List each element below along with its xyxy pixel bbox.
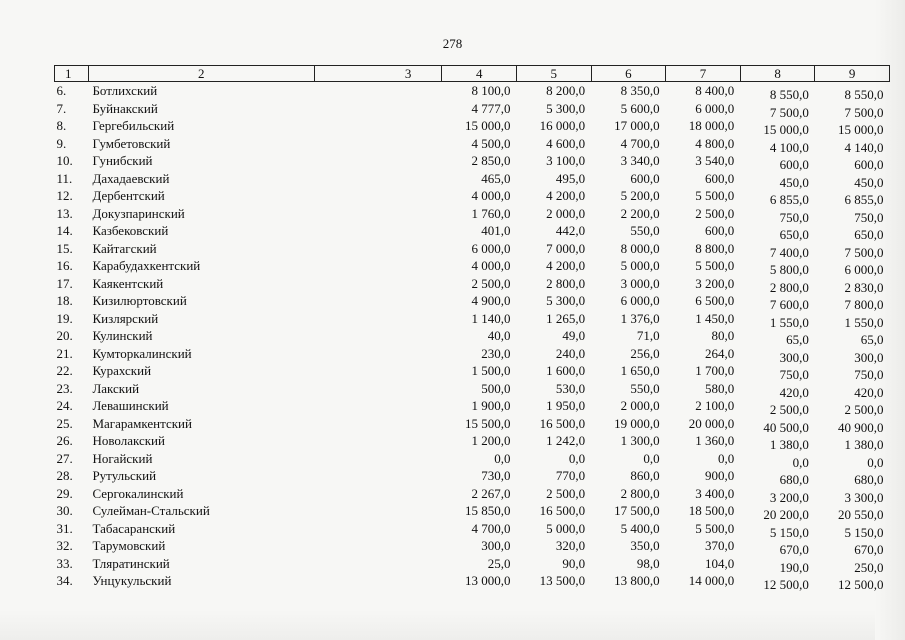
row-number: 13.	[56, 205, 73, 221]
value-cell: 670,0	[854, 542, 884, 557]
value-cell: 16 500,0	[539, 503, 586, 518]
value-cell: 860,0	[630, 468, 660, 483]
district-name: Дахадаевский	[92, 170, 170, 186]
row-number: 31.	[56, 520, 73, 536]
value-cell: 1 380,0	[769, 437, 809, 452]
district-name: Лакский	[92, 380, 140, 396]
value-cell: 3 200,0	[695, 275, 735, 291]
value-cell: 13 800,0	[614, 573, 660, 588]
value-cell: 3 340,0	[620, 153, 660, 168]
value-cell: 0,0	[494, 450, 511, 466]
column-3-cell	[314, 467, 442, 485]
value-cell: 12 500,0	[838, 577, 884, 592]
table-row	[55, 82, 890, 100]
value-cell: 71,0	[636, 328, 660, 343]
column-3-cell	[314, 275, 442, 293]
value-cell: 370,0	[705, 538, 735, 553]
district-name: Кизилюртовский	[92, 293, 187, 308]
column-3-cell	[314, 415, 442, 433]
row-number: 28.	[56, 468, 73, 483]
value-cell: 8 200,0	[546, 83, 586, 98]
district-name: Табасаранский	[92, 520, 176, 536]
value-cell: 5 800,0	[769, 262, 809, 277]
district-name: Курахский	[92, 363, 152, 378]
column-header: 7	[666, 66, 741, 82]
page-bottom-shade	[0, 610, 905, 640]
value-cell: 8 350,0	[620, 83, 660, 98]
district-name: Гунибский	[92, 153, 153, 168]
value-cell: 20 200,0	[763, 507, 809, 522]
table-header	[55, 66, 890, 82]
value-cell: 104,0	[705, 555, 735, 571]
column-3-cell	[314, 100, 442, 118]
value-cell: 17 000,0	[614, 118, 660, 133]
value-cell: 300,0	[779, 349, 809, 365]
value-cell: 0,0	[568, 450, 586, 466]
row-number: 19.	[56, 310, 73, 326]
value-cell: 600,0	[705, 223, 735, 238]
district-name: Сергокалинский	[92, 485, 184, 501]
column-3-cell	[314, 362, 442, 380]
value-cell: 550,0	[630, 380, 660, 396]
district-name: Рутульский	[92, 468, 157, 483]
district-name: Тарумовский	[92, 538, 166, 553]
value-cell: 25,0	[487, 555, 511, 571]
row-number: 12.	[56, 188, 73, 203]
value-cell: 1 760,0	[471, 205, 511, 221]
value-cell: 750,0	[779, 367, 809, 382]
value-cell: 5 200,0	[620, 188, 660, 203]
value-cell: 5 300,0	[546, 293, 586, 308]
value-cell: 1 360,0	[695, 433, 735, 448]
value-cell: 40 900,0	[838, 419, 884, 435]
value-cell: 15 000,0	[464, 118, 511, 133]
row-number: 27.	[56, 450, 73, 466]
value-cell: 1 376,0	[620, 310, 660, 326]
district-name: Карабудахкентский	[92, 258, 201, 273]
value-cell: 4 100,0	[769, 139, 809, 155]
value-cell: 40,0	[487, 328, 511, 343]
value-cell: 6 855,0	[844, 192, 884, 207]
value-cell: 1 700,0	[695, 363, 735, 378]
value-cell: 6 500,0	[695, 293, 735, 308]
column-3-cell	[314, 450, 442, 468]
district-name: Гергебильский	[92, 118, 175, 133]
district-name: Левашинский	[92, 398, 169, 413]
column-3-cell	[314, 82, 442, 100]
column-3-cell	[314, 502, 442, 520]
value-cell: 6 000,0	[620, 293, 660, 308]
value-cell: 1 550,0	[844, 314, 884, 330]
value-cell: 770,0	[555, 468, 586, 483]
value-cell: 2 500,0	[546, 485, 586, 501]
value-cell: 680,0	[854, 472, 884, 487]
value-cell: 2 500,0	[844, 402, 884, 417]
row-number: 22.	[56, 363, 73, 378]
value-cell: 5 600,0	[620, 100, 660, 116]
column-3-cell	[314, 572, 442, 590]
value-cell: 401,0	[481, 223, 511, 238]
value-cell: 18 500,0	[688, 503, 735, 518]
value-cell: 5 500,0	[695, 258, 735, 273]
value-cell: 240,0	[555, 345, 586, 361]
value-cell: 4 800,0	[695, 135, 735, 151]
row-number: 17.	[56, 275, 73, 291]
value-cell: 3 300,0	[844, 489, 884, 505]
value-cell: 8 800,0	[695, 240, 735, 256]
district-name: Ногайский	[92, 450, 153, 466]
value-cell: 4 900,0	[471, 293, 511, 308]
column-3-cell	[314, 205, 442, 223]
column-header: 8	[740, 66, 815, 82]
column-3-cell	[314, 310, 442, 328]
row-number: 9.	[56, 135, 67, 151]
value-cell: 256,0	[630, 345, 660, 361]
column-3-cell	[314, 135, 442, 153]
value-cell: 2 500,0	[471, 275, 511, 291]
row-number: 20.	[56, 328, 73, 343]
value-cell: 1 550,0	[769, 314, 809, 330]
value-cell: 2 850,0	[471, 153, 511, 168]
value-cell: 3 400,0	[695, 485, 735, 501]
value-cell: 750,0	[854, 209, 884, 225]
value-cell: 49,0	[562, 328, 586, 343]
value-cell: 420,0	[779, 384, 809, 400]
district-name: Буйнакский	[92, 100, 158, 116]
row-number: 24.	[56, 398, 73, 413]
value-cell: 3 100,0	[546, 153, 586, 168]
column-3-cell	[314, 187, 442, 205]
value-cell: 4 200,0	[546, 258, 586, 273]
value-cell: 5 150,0	[844, 524, 884, 540]
row-number: 8.	[56, 118, 67, 133]
row-number: 16.	[56, 258, 73, 273]
value-cell: 4 777,0	[471, 100, 511, 116]
value-cell: 2 500,0	[769, 402, 809, 417]
row-number: 14.	[56, 223, 73, 238]
value-cell: 1 900,0	[471, 398, 511, 413]
value-cell: 8 100,0	[471, 83, 511, 98]
value-cell: 90,0	[562, 555, 586, 571]
value-cell: 7 500,0	[769, 104, 809, 120]
value-cell: 2 800,0	[620, 485, 660, 501]
value-cell: 3 540,0	[695, 153, 735, 168]
value-cell: 4 600,0	[546, 135, 586, 151]
value-cell: 1 265,0	[546, 310, 586, 326]
district-name: Казбековский	[92, 223, 169, 238]
value-cell: 1 242,0	[546, 433, 586, 448]
district-name: Докузпаринский	[92, 205, 185, 221]
district-name: Каякентский	[92, 275, 164, 291]
value-cell: 450,0	[854, 174, 884, 190]
value-cell: 2 200,0	[620, 205, 660, 221]
row-number: 10.	[56, 153, 73, 168]
value-cell: 500,0	[481, 380, 511, 396]
district-name: Кумторкалинский	[92, 345, 192, 361]
value-cell: 550,0	[630, 223, 660, 238]
district-name: Новолакский	[92, 433, 165, 448]
value-cell: 190,0	[779, 559, 809, 575]
value-cell: 2 000,0	[546, 205, 586, 221]
value-cell: 1 950,0	[546, 398, 586, 413]
value-cell: 19 000,0	[614, 415, 660, 431]
value-cell: 2 500,0	[695, 205, 735, 221]
district-name: Ботлихский	[92, 83, 158, 98]
value-cell: 40 500,0	[763, 419, 809, 435]
column-header: 3	[314, 66, 442, 82]
value-cell: 4 000,0	[471, 258, 511, 273]
value-cell: 1 140,0	[471, 310, 511, 326]
column-3-cell	[314, 432, 442, 450]
value-cell: 8 550,0	[769, 87, 809, 102]
value-cell: 442,0	[555, 223, 586, 238]
page-number: 278	[442, 36, 463, 51]
row-number: 7.	[56, 100, 67, 116]
column-3-cell	[314, 555, 442, 573]
value-cell: 5 150,0	[769, 524, 809, 540]
value-cell: 1 380,0	[844, 437, 884, 452]
column-3-cell	[314, 170, 442, 188]
district-name: Унцукульский	[92, 573, 172, 588]
column-3-cell	[314, 397, 442, 415]
row-number: 6.	[56, 83, 67, 98]
value-cell: 900,0	[705, 468, 735, 483]
value-cell: 300,0	[854, 349, 884, 365]
value-cell: 600,0	[779, 157, 809, 172]
district-name: Сулейман-Стальский	[92, 503, 210, 518]
district-name: Магарамкентский	[92, 415, 192, 431]
column-header: 2	[88, 66, 314, 82]
value-cell: 2 800,0	[546, 275, 586, 291]
column-3-cell	[314, 327, 442, 345]
value-cell: 750,0	[854, 367, 884, 382]
value-cell: 12 500,0	[763, 577, 809, 592]
value-cell: 15 000,0	[838, 122, 884, 137]
district-table	[54, 65, 890, 590]
value-cell: 5 500,0	[695, 520, 735, 536]
column-header: 9	[815, 66, 890, 82]
value-cell: 300,0	[481, 538, 511, 553]
value-cell: 7 500,0	[844, 244, 884, 260]
value-cell: 250,0	[854, 559, 884, 575]
value-cell: 5 000,0	[546, 520, 586, 536]
row-number: 26.	[56, 433, 73, 448]
value-cell: 650,0	[854, 227, 884, 242]
value-cell: 6 000,0	[844, 262, 884, 277]
district-name: Кайтагский	[92, 240, 157, 256]
row-number: 21.	[56, 345, 73, 361]
value-cell: 13 000,0	[464, 573, 511, 588]
value-cell: 0,0	[718, 450, 735, 466]
value-cell: 16 500,0	[539, 415, 586, 431]
value-cell: 7 800,0	[844, 297, 884, 312]
value-cell: 230,0	[481, 345, 511, 361]
value-cell: 465,0	[481, 170, 511, 186]
value-cell: 1 300,0	[620, 433, 660, 448]
value-cell: 16 000,0	[539, 118, 586, 133]
row-number: 18.	[56, 293, 73, 308]
value-cell: 2 800,0	[769, 279, 809, 295]
value-cell: 495,0	[555, 170, 586, 186]
value-cell: 20 550,0	[838, 507, 884, 522]
value-cell: 1 600,0	[546, 363, 586, 378]
value-cell: 1 200,0	[471, 433, 511, 448]
value-cell: 3 000,0	[620, 275, 660, 291]
value-cell: 80,0	[711, 328, 735, 343]
value-cell: 5 500,0	[695, 188, 735, 203]
value-cell: 2 267,0	[471, 485, 511, 501]
value-cell: 98,0	[636, 555, 660, 571]
value-cell: 1 450,0	[695, 310, 735, 326]
column-3-cell	[314, 152, 442, 170]
value-cell: 8 550,0	[844, 87, 884, 102]
table-body	[55, 82, 890, 590]
value-cell: 320,0	[555, 538, 586, 553]
value-cell: 3 200,0	[769, 489, 809, 505]
column-header: 5	[516, 66, 591, 82]
value-cell: 7 600,0	[769, 297, 809, 312]
district-name: Гумбетовский	[92, 135, 171, 151]
value-cell: 750,0	[779, 209, 809, 225]
column-3-cell	[314, 485, 442, 503]
row-number: 15.	[56, 240, 73, 256]
value-cell: 7 400,0	[769, 244, 809, 260]
value-cell: 600,0	[705, 170, 735, 186]
value-cell: 420,0	[854, 384, 884, 400]
value-cell: 580,0	[705, 380, 735, 396]
column-3-cell	[314, 520, 442, 538]
row-number: 25.	[56, 415, 73, 431]
column-3-cell	[314, 292, 442, 310]
value-cell: 670,0	[779, 542, 809, 557]
column-3-cell	[314, 117, 442, 135]
value-cell: 6 855,0	[769, 192, 809, 207]
value-cell: 7 000,0	[546, 240, 586, 256]
value-cell: 680,0	[779, 472, 809, 487]
value-cell: 5 300,0	[546, 100, 586, 116]
value-cell: 2 830,0	[844, 279, 884, 295]
column-3-cell	[314, 537, 442, 555]
value-cell: 4 700,0	[471, 520, 511, 536]
value-cell: 600,0	[854, 157, 884, 172]
value-cell: 730,0	[481, 468, 511, 483]
row-number: 23.	[56, 380, 73, 396]
value-cell: 13 500,0	[539, 573, 586, 588]
column-3-cell	[314, 222, 442, 240]
value-cell: 5 400,0	[620, 520, 660, 536]
row-number: 30.	[56, 503, 73, 518]
column-3-cell	[314, 257, 442, 275]
row-number: 33.	[56, 555, 73, 571]
value-cell: 15 000,0	[763, 122, 809, 137]
value-cell: 530,0	[555, 380, 586, 396]
value-cell: 1 650,0	[620, 363, 660, 378]
value-cell: 4 500,0	[471, 135, 511, 151]
value-cell: 65,0	[786, 332, 809, 347]
row-number: 34.	[56, 573, 73, 588]
value-cell: 350,0	[630, 538, 660, 553]
value-cell: 2 100,0	[695, 398, 735, 413]
value-cell: 264,0	[705, 345, 735, 361]
value-cell: 15 850,0	[464, 503, 511, 518]
row-number: 11.	[56, 170, 73, 186]
district-name: Дербентский	[92, 188, 165, 203]
value-cell: 0,0	[792, 454, 809, 470]
district-name: Кулинский	[92, 328, 153, 343]
value-cell: 0,0	[867, 454, 884, 470]
value-cell: 6 000,0	[695, 100, 735, 116]
row-number: 32.	[56, 538, 73, 553]
value-cell: 4 140,0	[844, 139, 884, 155]
value-cell: 20 000,0	[688, 415, 735, 431]
value-cell: 1 500,0	[471, 363, 511, 378]
value-cell: 5 000,0	[620, 258, 660, 273]
district-name: Кизлярский	[92, 310, 159, 326]
value-cell: 4 000,0	[471, 188, 511, 203]
value-cell: 15 500,0	[464, 415, 511, 431]
value-cell: 8 400,0	[695, 83, 735, 98]
value-cell: 17 500,0	[614, 503, 660, 518]
value-cell: 7 500,0	[844, 104, 884, 120]
value-cell: 18 000,0	[688, 118, 735, 133]
row-number: 29.	[56, 485, 73, 501]
value-cell: 14 000,0	[688, 573, 735, 588]
district-name: Тляратинский	[92, 555, 170, 571]
value-cell: 600,0	[630, 170, 660, 186]
value-cell: 0,0	[643, 450, 660, 466]
column-header: 4	[442, 66, 517, 82]
value-cell: 65,0	[860, 332, 884, 347]
column-3-cell	[314, 345, 442, 363]
column-header: 1	[55, 66, 89, 82]
value-cell: 6 000,0	[471, 240, 511, 256]
value-cell: 8 000,0	[620, 240, 660, 256]
column-3-cell	[314, 240, 442, 258]
column-header: 6	[591, 66, 666, 82]
value-cell: 4 200,0	[546, 188, 586, 203]
value-cell: 2 000,0	[620, 398, 660, 413]
value-cell: 450,0	[779, 174, 809, 190]
column-3-cell	[314, 380, 442, 398]
value-cell: 4 700,0	[620, 135, 660, 151]
value-cell: 650,0	[779, 227, 809, 242]
